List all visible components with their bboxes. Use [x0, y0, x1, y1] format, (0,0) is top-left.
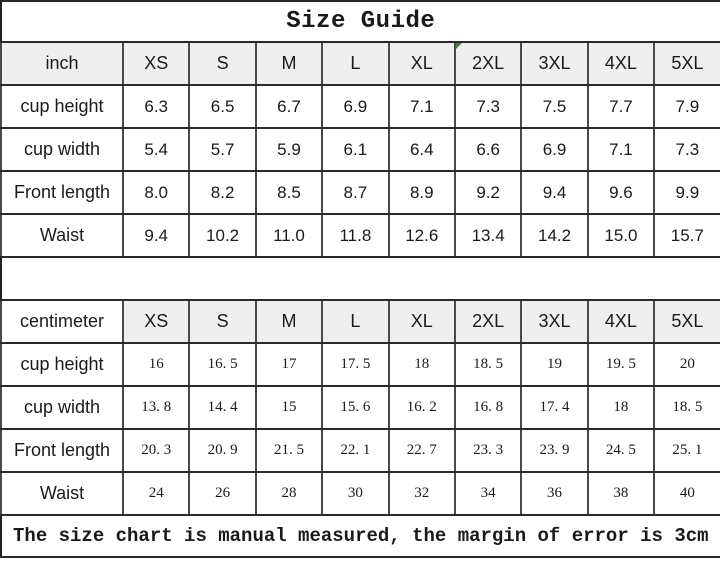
size-header-cell: S	[189, 42, 255, 85]
value-cell: 20. 9	[189, 429, 255, 472]
size-header-cell: M	[256, 300, 322, 343]
value-cell: 6.7	[256, 85, 322, 128]
value-cell: 7.9	[654, 85, 720, 128]
footer-row	[1, 515, 720, 557]
measurement-row	[1, 85, 720, 128]
value-cell: 14. 4	[189, 386, 255, 429]
value-cell: 10.2	[189, 214, 255, 257]
size-header-cell: M	[256, 42, 322, 85]
size-header-cell: XL	[389, 42, 455, 85]
value-cell: 8.7	[322, 171, 388, 214]
size-header-cell: 5XL	[654, 42, 720, 85]
value-cell: 15.0	[588, 214, 654, 257]
value-cell: 9.4	[123, 214, 189, 257]
size-header-cell: 2XL	[455, 300, 521, 343]
value-cell: 26	[189, 472, 255, 515]
size-header-cell: 3XL	[521, 42, 587, 85]
value-cell: 11.0	[256, 214, 322, 257]
value-cell: 6.1	[322, 128, 388, 171]
value-cell: 23. 9	[521, 429, 587, 472]
value-cell: 36	[521, 472, 587, 515]
value-cell: 8.0	[123, 171, 189, 214]
value-cell: 18. 5	[455, 343, 521, 386]
value-cell: 13. 8	[123, 386, 189, 429]
value-cell: 15	[256, 386, 322, 429]
value-cell: 6.9	[322, 85, 388, 128]
size-header-row	[1, 42, 720, 85]
value-cell: 6.4	[389, 128, 455, 171]
value-cell: 21. 5	[256, 429, 322, 472]
value-cell: 20	[654, 343, 720, 386]
value-cell: 6.5	[189, 85, 255, 128]
value-cell: 9.4	[521, 171, 587, 214]
value-cell: 14.2	[521, 214, 587, 257]
size-header-cell: 2XL	[455, 42, 521, 85]
value-cell: 15. 6	[322, 386, 388, 429]
size-header-cell: 4XL	[588, 42, 654, 85]
measurement-row	[1, 128, 720, 171]
value-cell: 38	[588, 472, 654, 515]
value-cell: 12.6	[389, 214, 455, 257]
measurement-row	[1, 472, 720, 515]
measurement-label-cell: cup width	[1, 386, 123, 429]
value-cell: 23. 3	[455, 429, 521, 472]
value-cell: 28	[256, 472, 322, 515]
spacer-cell	[1, 257, 720, 300]
measurement-label-cell: cup height	[1, 85, 123, 128]
size-header-cell: 3XL	[521, 300, 587, 343]
size-header-cell: 5XL	[654, 300, 720, 343]
measurement-label-cell: Waist	[1, 214, 123, 257]
size-header-row	[1, 300, 720, 343]
value-cell: 8.9	[389, 171, 455, 214]
unit-label-cell: inch	[1, 42, 123, 85]
value-cell: 6.6	[455, 128, 521, 171]
value-cell: 20. 3	[123, 429, 189, 472]
value-cell: 18	[588, 386, 654, 429]
value-cell: 7.7	[588, 85, 654, 128]
value-cell: 7.5	[521, 85, 587, 128]
value-cell: 22. 7	[389, 429, 455, 472]
value-cell: 6.3	[123, 85, 189, 128]
value-cell: 24	[123, 472, 189, 515]
value-cell: 16	[123, 343, 189, 386]
page-title: Size Guide	[1, 1, 720, 42]
footer-section	[1, 515, 720, 557]
value-cell: 6.9	[521, 128, 587, 171]
value-cell: 9.2	[455, 171, 521, 214]
measurement-row	[1, 343, 720, 386]
title-section	[1, 1, 720, 42]
value-cell: 19	[521, 343, 587, 386]
unit-label-cell: centimeter	[1, 300, 123, 343]
value-cell: 25. 1	[654, 429, 720, 472]
value-cell: 11.8	[322, 214, 388, 257]
measurement-row	[1, 386, 720, 429]
value-cell: 17. 4	[521, 386, 587, 429]
value-cell: 8.2	[189, 171, 255, 214]
value-cell: 7.3	[455, 85, 521, 128]
value-cell: 5.4	[123, 128, 189, 171]
measurement-label-cell: Front length	[1, 171, 123, 214]
title-row	[1, 1, 720, 42]
spacer-row	[1, 257, 720, 300]
measurement-row	[1, 214, 720, 257]
value-cell: 32	[389, 472, 455, 515]
value-cell: 9.9	[654, 171, 720, 214]
measurement-label-cell: Waist	[1, 472, 123, 515]
value-cell: 9.6	[588, 171, 654, 214]
value-cell: 8.5	[256, 171, 322, 214]
cell-error-marker-icon	[456, 43, 462, 49]
value-cell: 7.3	[654, 128, 720, 171]
size-header-cell: L	[322, 300, 388, 343]
measurement-row	[1, 429, 720, 472]
value-cell: 18. 5	[654, 386, 720, 429]
value-cell: 16. 5	[189, 343, 255, 386]
measurement-label-cell: cup width	[1, 128, 123, 171]
size-header-cell: XL	[389, 300, 455, 343]
value-cell: 16. 2	[389, 386, 455, 429]
size-header-cell: S	[189, 300, 255, 343]
size-header-cell: 4XL	[588, 300, 654, 343]
footer-note: The size chart is manual measured, the margin of error is 3cm	[1, 515, 720, 557]
value-cell: 18	[389, 343, 455, 386]
size-header-cell: XS	[123, 42, 189, 85]
size-header-cell: L	[322, 42, 388, 85]
value-cell: 15.7	[654, 214, 720, 257]
value-cell: 17. 5	[322, 343, 388, 386]
size-header-cell: XS	[123, 300, 189, 343]
value-cell: 7.1	[389, 85, 455, 128]
centimeter-table-section	[1, 300, 720, 515]
value-cell: 5.9	[256, 128, 322, 171]
measurement-label-cell: Front length	[1, 429, 123, 472]
value-cell: 19. 5	[588, 343, 654, 386]
value-cell: 34	[455, 472, 521, 515]
value-cell: 13.4	[455, 214, 521, 257]
value-cell: 16. 8	[455, 386, 521, 429]
value-cell: 30	[322, 472, 388, 515]
value-cell: 7.1	[588, 128, 654, 171]
value-cell: 24. 5	[588, 429, 654, 472]
value-cell: 22. 1	[322, 429, 388, 472]
measurement-label-cell: cup height	[1, 343, 123, 386]
value-cell: 40	[654, 472, 720, 515]
value-cell: 17	[256, 343, 322, 386]
value-cell: 5.7	[189, 128, 255, 171]
inch-table-section	[1, 42, 720, 257]
spacer-section	[1, 257, 720, 300]
measurement-row	[1, 171, 720, 214]
